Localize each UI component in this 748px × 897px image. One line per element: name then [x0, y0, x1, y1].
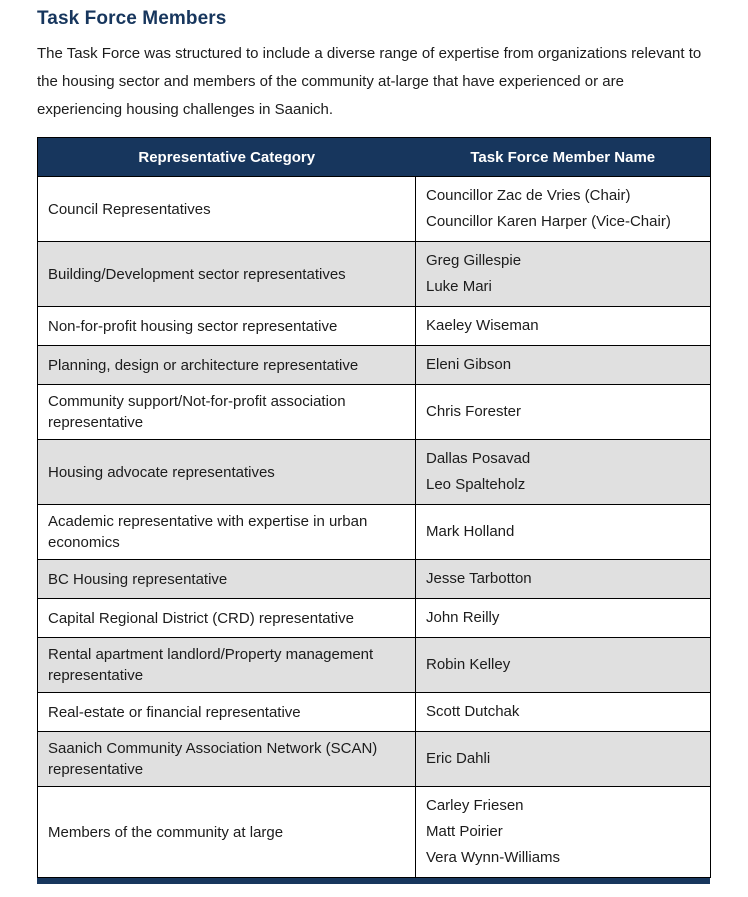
member-name: Councillor Zac de Vries (Chair): [426, 187, 631, 204]
member-name: Jesse Tarbotton: [426, 570, 532, 587]
members-cell: [416, 693, 711, 732]
table-header: [38, 138, 711, 177]
member-name: Councillor Karen Harper (Vice-Chair): [426, 213, 671, 230]
table-row: [38, 346, 711, 385]
category-cell: Saanich Community Association Network (SCAN) representative: [38, 732, 416, 787]
member-name: Matt Poirier: [426, 823, 503, 840]
category-cell: Academic representative with expertise in urban economics: [38, 505, 416, 560]
members-cell: [416, 732, 711, 787]
table-row: [38, 440, 711, 505]
members-cell: [416, 560, 711, 599]
member-name: Chris Forester: [426, 403, 522, 420]
members-cell: [416, 505, 711, 560]
members-cell: [416, 177, 711, 242]
table-row: [38, 560, 711, 599]
members-cell: [416, 242, 711, 307]
members-cell: [416, 599, 711, 638]
category-cell: Real-estate or financial representative: [38, 693, 416, 732]
members-cell: [416, 440, 711, 505]
member-name: Carley Friesen: [426, 797, 524, 814]
member-name: Dallas Posavad: [426, 450, 531, 467]
category-cell: Planning, design or architecture representative: [38, 346, 416, 385]
members-cell: [416, 307, 711, 346]
table-row: [38, 599, 711, 638]
table-row: [38, 732, 711, 787]
category-cell: Rental apartment landlord/Property management representative: [38, 638, 416, 693]
category-cell: Community support/Not-for-profit association representative: [38, 385, 416, 440]
table-row: [38, 638, 711, 693]
table-row: [38, 505, 711, 560]
member-name: Eleni Gibson: [426, 356, 512, 373]
member-name: Robin Kelley: [426, 656, 511, 673]
table-body: [38, 177, 711, 878]
member-name: Kaeley Wiseman: [426, 317, 539, 334]
members-cell: [416, 346, 711, 385]
table-row: [38, 242, 711, 307]
table-row: [38, 787, 711, 878]
table-bottom-bar: [37, 878, 710, 884]
category-cell: Building/Development sector representatives: [38, 242, 416, 307]
table-row: [38, 307, 711, 346]
category-cell: Members of the community at large: [38, 787, 416, 878]
category-cell: Council Representatives: [38, 177, 416, 242]
category-cell: Housing advocate representatives: [38, 440, 416, 505]
page-title: Task Force Members: [37, 8, 227, 29]
header-task-force-member-name: Task Force Member Name: [416, 138, 711, 177]
category-cell: Non-for-profit housing sector representative: [38, 307, 416, 346]
table-row: [38, 385, 711, 440]
member-name: Mark Holland: [426, 523, 515, 540]
category-cell: Capital Regional District (CRD) representative: [38, 599, 416, 638]
member-name: Greg Gillespie: [426, 252, 522, 269]
member-name: John Reilly: [426, 609, 500, 626]
member-name: Vera Wynn-Williams: [426, 849, 561, 866]
intro-paragraph: The Task Force was structured to include a diverse range of expertise from organizations relevant to the housing sector and members of the community at-large that have experienced or are experiencing housing challenges in Saanich.: [37, 45, 702, 118]
header-representative-category: Representative Category: [38, 138, 416, 177]
task-force-members-table: [37, 137, 711, 878]
members-cell: [416, 638, 711, 693]
member-name: Scott Dutchak: [426, 703, 520, 720]
members-cell: [416, 787, 711, 878]
table-row: [38, 693, 711, 732]
category-cell: BC Housing representative: [38, 560, 416, 599]
member-name: Luke Mari: [426, 278, 492, 295]
table-row: [38, 177, 711, 242]
members-cell: [416, 385, 711, 440]
member-name: Eric Dahli: [426, 750, 491, 767]
table-header-row: [38, 138, 711, 177]
member-name: Leo Spalteholz: [426, 476, 526, 493]
